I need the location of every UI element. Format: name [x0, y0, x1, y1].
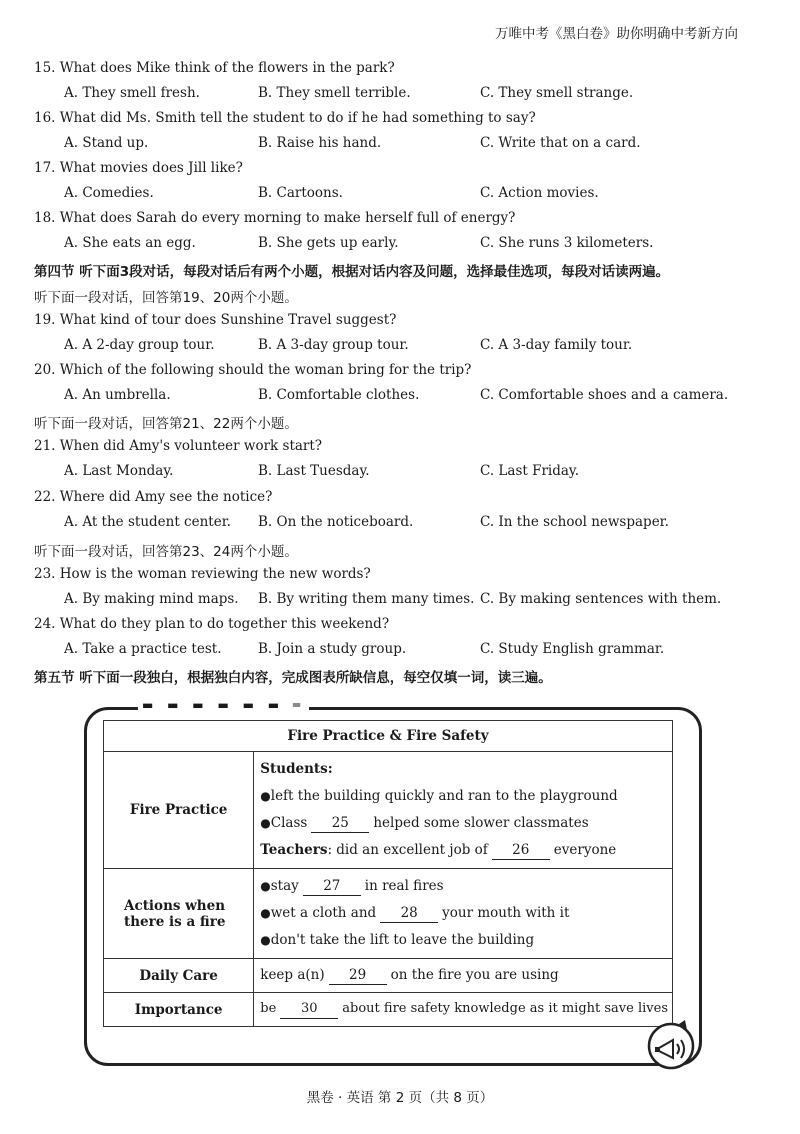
option-b: B. By writing them many times. — [258, 591, 475, 607]
question-15: 15. What does Mike think of the flowers in the park? — [34, 60, 395, 76]
question-20: 20. Which of the following should the woman bring for the trip? — [34, 362, 472, 378]
option-c: C. Write that on a card. — [480, 135, 641, 151]
question-22: 22. Where did Amy see the notice? — [34, 489, 273, 505]
row-label-importance: Importance — [104, 993, 254, 1027]
question-24: 24. What do they plan to do together this weekend? — [34, 616, 390, 632]
frame-dash-decoration: ▬ ▬ ▬ ▬ ▬ ▬ ═ — [138, 698, 309, 712]
blank-30[interactable]: 30 — [280, 1000, 338, 1019]
option-b: B. On the noticeboard. — [258, 514, 414, 530]
option-c: C. She runs 3 kilometers. — [480, 235, 654, 251]
option-b: B. Raise his hand. — [258, 135, 382, 151]
page-footer: 黑卷 · 英语 第 2 页（共 8 页） — [306, 1090, 494, 1106]
question-17: 17. What movies does Jill like? — [34, 160, 243, 176]
blank-27[interactable]: 27 — [303, 877, 361, 896]
section-4-heading: 第四节 听下面3段对话，每段对话后有两个小题，根据对话内容及问题，选择最佳选项，每段对话读两遍。 — [34, 264, 670, 280]
option-a: A. Take a practice test. — [64, 641, 222, 657]
dialogue-intro: 听下面一段对话，回答第19、20两个小题。 — [34, 290, 298, 306]
table-line: ●Class 25 helped some slower classmates — [260, 815, 589, 831]
option-c: C. They smell strange. — [480, 85, 634, 101]
question-19: 19. What kind of tour does Sunshine Travel suggest? — [34, 312, 397, 328]
table-line: Teachers: did an excellent job of 26 everyone — [260, 842, 617, 858]
table-title: Fire Practice & Fire Safety — [104, 721, 673, 752]
students-label: Students: — [260, 761, 333, 777]
option-a: A. Stand up. — [64, 135, 149, 151]
question-23: 23. How is the woman reviewing the new words? — [34, 566, 371, 582]
table-line: ●left the building quickly and ran to the playground — [260, 788, 618, 804]
line-text: left the building quickly and ran to the playground — [270, 788, 618, 804]
option-b: B. Last Tuesday. — [258, 463, 370, 479]
option-b: B. Comfortable clothes. — [258, 387, 420, 403]
fire-safety-table — [103, 720, 673, 1027]
option-a: A. A 2-day group tour. — [64, 337, 215, 353]
row-label-actions: Actions when there is a fire — [104, 869, 254, 959]
table-line: ●wet a cloth and 28 your mouth with it — [260, 905, 570, 921]
section-5-heading: 第五节 听下面一段独白，根据独白内容，完成图表所缺信息，每空仅填一词，读三遍。 — [34, 670, 552, 686]
blank-28[interactable]: 28 — [380, 904, 438, 923]
dialogue-intro: 听下面一段对话，回答第23、24两个小题。 — [34, 544, 298, 560]
option-c: C. Action movies. — [480, 185, 599, 201]
row-label-daily-care: Daily Care — [104, 959, 254, 993]
megaphone-icon — [645, 1018, 697, 1070]
option-a: A. An umbrella. — [64, 387, 171, 403]
dialogue-intro: 听下面一段对话，回答第21、22两个小题。 — [34, 416, 298, 432]
option-b: B. A 3-day group tour. — [258, 337, 409, 353]
table-line: ●don't take the lift to leave the building — [260, 932, 535, 948]
option-c: C. By making sentences with them. — [480, 591, 722, 607]
question-21: 21. When did Amy's volunteer work start? — [34, 438, 323, 454]
option-a: A. They smell fresh. — [64, 85, 200, 101]
table-line: ●stay 27 in real fires — [260, 878, 444, 894]
row-label-fire-practice: Fire Practice — [104, 752, 254, 869]
option-b: B. Cartoons. — [258, 185, 343, 201]
question-16: 16. What did Ms. Smith tell the student to do if he had something to say? — [34, 110, 536, 126]
question-18: 18. What does Sarah do every morning to make herself full of energy? — [34, 210, 516, 226]
option-c: C. A 3-day family tour. — [480, 337, 633, 353]
row-content-importance: be 30 about fire safety knowledge as it might save lives — [254, 993, 673, 1027]
option-a: A. Last Monday. — [64, 463, 174, 479]
option-a: A. She eats an egg. — [64, 235, 196, 251]
option-c: C. In the school newspaper. — [480, 514, 669, 530]
blank-25[interactable]: 25 — [311, 814, 369, 833]
option-a: A. At the student center. — [64, 514, 231, 530]
option-a: A. Comedies. — [64, 185, 154, 201]
option-b: B. They smell terrible. — [258, 85, 411, 101]
blank-29[interactable]: 29 — [329, 966, 387, 985]
option-b: B. Join a study group. — [258, 641, 407, 657]
row-content-daily-care: keep a(n) 29 on the fire you are using — [254, 959, 673, 993]
option-b: B. She gets up early. — [258, 235, 399, 251]
row-content-fire-practice — [254, 752, 673, 869]
row-content-actions — [254, 869, 673, 959]
running-header: 万唯中考《黑白卷》助你明确中考新方向 — [495, 26, 738, 42]
option-a: A. By making mind maps. — [64, 591, 239, 607]
blank-26[interactable]: 26 — [492, 841, 550, 860]
option-c: C. Study English grammar. — [480, 641, 665, 657]
teachers-label: Teachers — [260, 842, 328, 858]
option-c: C. Comfortable shoes and a camera. — [480, 387, 729, 403]
option-c: C. Last Friday. — [480, 463, 580, 479]
